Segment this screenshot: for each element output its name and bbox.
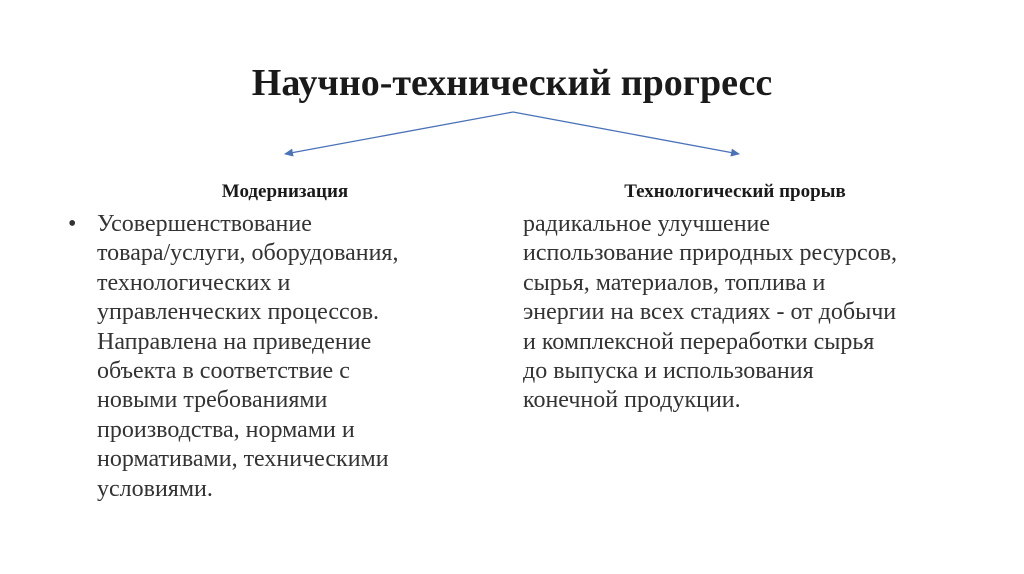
breakthrough-heading: Технологический прорыв <box>624 181 846 202</box>
breakthrough-text: радикальное улучшение использование природных ресурсов, сырья, материалов, топлива и энергии на всех стадиях - от добычи и комплексной переработки сырья до выпуска и использования конечной продукции. <box>523 211 898 414</box>
arrow-right <box>513 112 739 154</box>
page-title: Научно-технический прогресс <box>251 62 773 104</box>
modernization-text: Усовершенствование товара/услуги, оборудования, технологических и управленческих процессов. Направлена на приведение объекта в соответствие с новыми требованиями производства, нормами и нормативами, техническими условиями. <box>97 211 399 502</box>
modernization-description <box>68 210 508 504</box>
arrow-left <box>285 112 513 154</box>
bullet-marker: • <box>68 211 77 237</box>
modernization-heading: Модернизация <box>221 181 349 202</box>
